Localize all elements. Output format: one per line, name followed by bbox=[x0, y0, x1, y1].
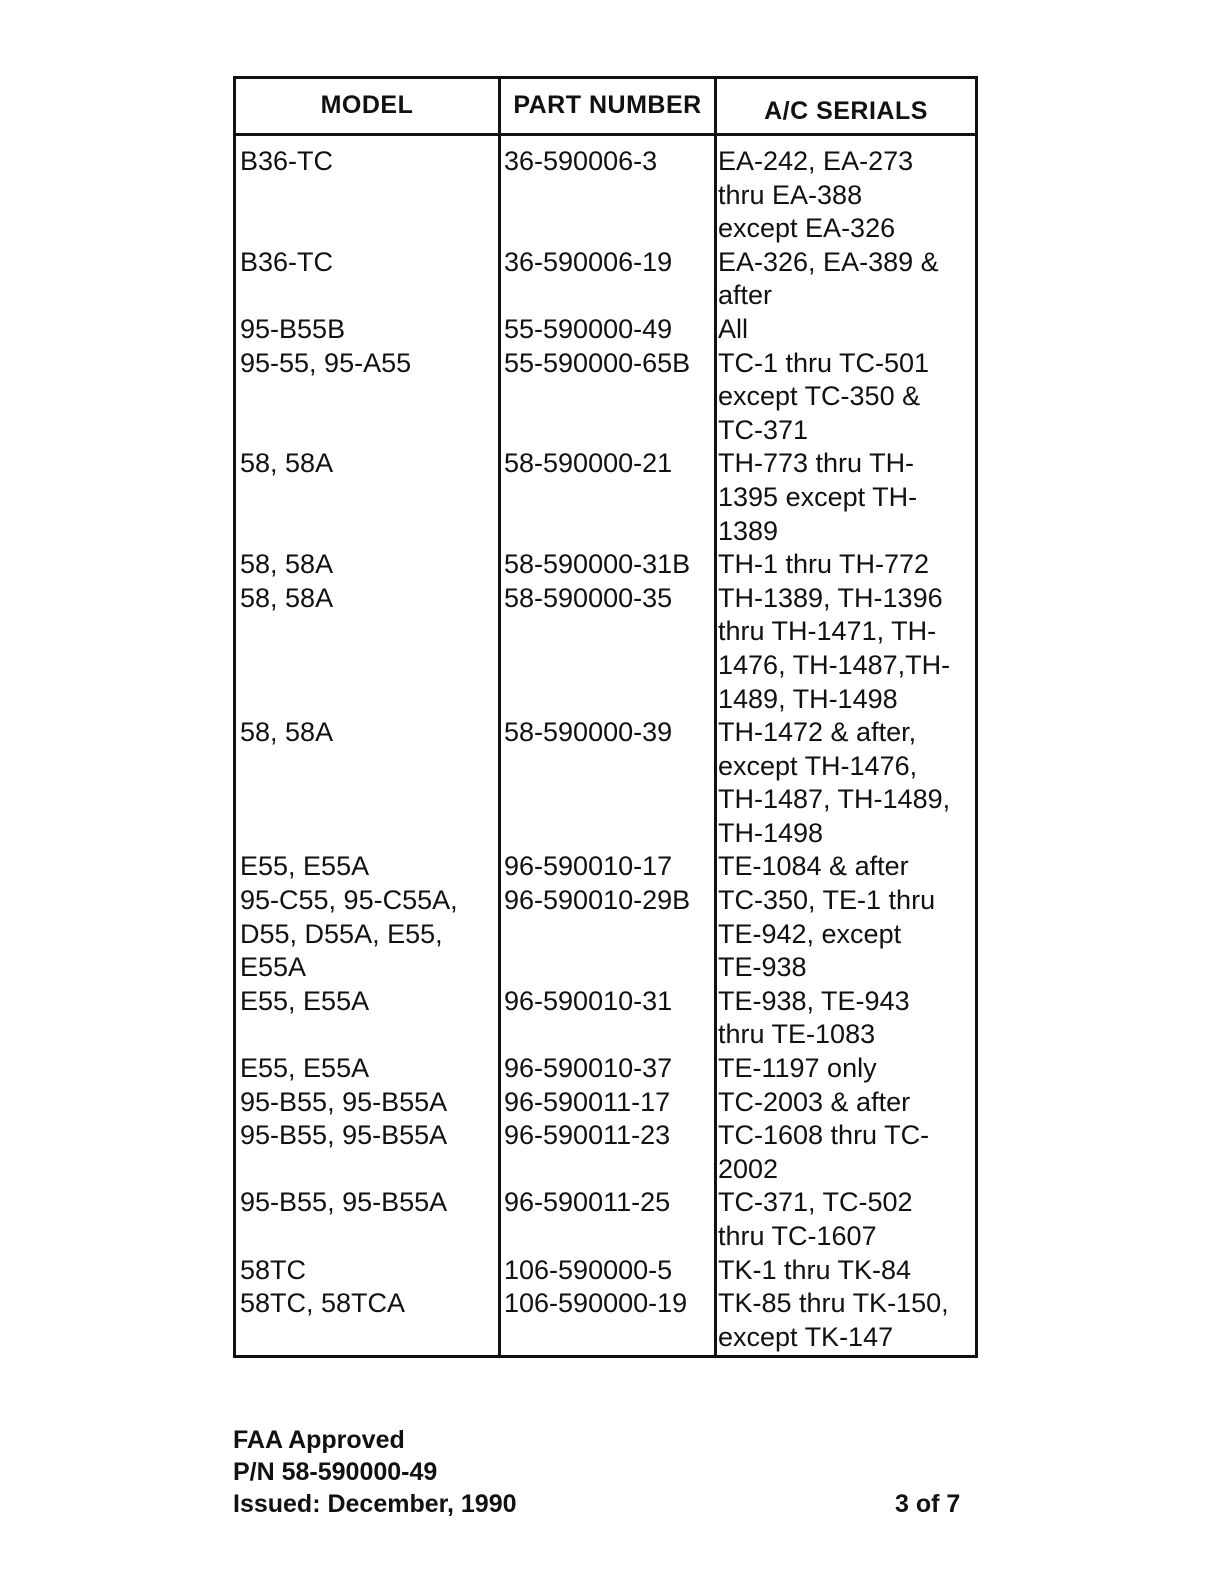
serials-cell: TH-773 thru TH- 1395 except TH- 1389 bbox=[718, 448, 918, 546]
table-body bbox=[236, 145, 975, 1354]
serials-cell: TE-1197 only bbox=[718, 1053, 877, 1084]
table-row bbox=[236, 246, 975, 313]
footer-part-number: P/N 58-590000-49 bbox=[233, 1458, 438, 1486]
serials-cell: TK-85 thru TK-150, except TK-147 bbox=[718, 1288, 949, 1352]
model-cell: 58, 58A bbox=[240, 717, 334, 748]
serials-cell: TC-1 thru TC-501 except TC-350 & TC-371 bbox=[718, 347, 930, 445]
part-number-cell: 58-590000-31B bbox=[504, 549, 691, 580]
document-footer bbox=[233, 1424, 517, 1520]
table-row bbox=[236, 716, 975, 850]
table-row bbox=[236, 850, 975, 884]
serials-cell: TE-938, TE-943 thru TE-1083 bbox=[718, 985, 910, 1050]
part-number-cell: 58-590000-21 bbox=[504, 448, 673, 479]
model-cell: 95-B55, 95-B55A bbox=[240, 1120, 448, 1151]
page-number: 3 of 7 bbox=[895, 1490, 961, 1518]
table-row bbox=[236, 1052, 975, 1086]
part-number-cell: 106-590000-19 bbox=[504, 1288, 688, 1319]
issue-date: Issued: December, 1990 bbox=[233, 1490, 517, 1518]
part-number-cell: 106-590000-5 bbox=[504, 1254, 673, 1285]
part-number-cell: 96-590011-23 bbox=[504, 1120, 671, 1151]
serials-table bbox=[233, 76, 978, 1358]
serials-cell: TH-1 thru TH-772 bbox=[718, 549, 930, 580]
part-number-cell: 96-590010-31 bbox=[504, 985, 673, 1016]
model-cell: 95-B55, 95-B55A bbox=[240, 1187, 448, 1218]
serials-cell: TH-1389, TH-1396 thru TH-1471, TH- 1476, TH-1487,TH- 1489, TH-1498 bbox=[718, 582, 951, 714]
model-cell: E55, E55A bbox=[240, 985, 370, 1016]
serials-cell: TK-1 thru TK-84 bbox=[718, 1254, 912, 1285]
table-row bbox=[236, 884, 975, 985]
model-cell: 58TC bbox=[240, 1254, 307, 1285]
model-cell: 58TC, 58TCA bbox=[240, 1288, 406, 1319]
table-row bbox=[236, 582, 975, 716]
model-cell: E55, E55A bbox=[240, 1053, 370, 1084]
table-row bbox=[236, 1287, 975, 1354]
model-cell: B36-TC bbox=[240, 246, 334, 277]
model-cell: 95-55, 95-A55 bbox=[240, 347, 412, 378]
part-number-cell: 36-590006-3 bbox=[504, 146, 658, 176]
table-row bbox=[236, 985, 975, 1052]
part-number-cell: 58-590000-35 bbox=[504, 582, 673, 613]
header-model: MODEL bbox=[320, 91, 414, 119]
serials-cell: TE-1084 & after bbox=[718, 851, 909, 882]
table-row bbox=[236, 1119, 975, 1186]
header-rule bbox=[236, 133, 975, 136]
header-part-number: PART NUMBER bbox=[513, 91, 702, 119]
table-row bbox=[236, 1086, 975, 1120]
model-cell: 95-B55, 95-B55A bbox=[240, 1086, 448, 1117]
serials-cell: TC-350, TE-1 thru TE-942, except TE-938 bbox=[718, 885, 936, 983]
part-number-cell: 55-590000-65B bbox=[504, 347, 691, 378]
model-cell: 58, 58A bbox=[240, 448, 334, 479]
part-number-cell: 55-590000-49 bbox=[504, 313, 673, 344]
model-cell: 95-B55B bbox=[240, 313, 346, 344]
model-cell: 95-C55, 95-C55A, D55, D55A, E55, E55A bbox=[240, 885, 458, 983]
serials-cell: EA-242, EA-273 thru EA-388 except EA-326 bbox=[718, 146, 914, 244]
serials-cell: EA-326, EA-389 & after bbox=[718, 246, 939, 311]
table-row bbox=[236, 447, 975, 548]
part-number-cell: 58-590000-39 bbox=[504, 717, 673, 748]
serials-cell: All bbox=[718, 313, 749, 344]
model-cell: B36-TC bbox=[240, 146, 334, 176]
table-row bbox=[236, 347, 975, 448]
part-number-cell: 36-590006-19 bbox=[504, 246, 673, 277]
table-row bbox=[236, 145, 975, 246]
serials-cell: TC-1608 thru TC- 2002 bbox=[718, 1120, 930, 1184]
serials-cell: TC-2003 & after bbox=[718, 1086, 911, 1117]
model-cell: E55, E55A bbox=[240, 851, 370, 882]
table-row bbox=[236, 1254, 975, 1288]
header-ac-serials: A/C SERIALS bbox=[764, 97, 928, 125]
part-number-cell: 96-590011-25 bbox=[504, 1187, 671, 1218]
part-number-cell: 96-590010-37 bbox=[504, 1053, 673, 1084]
model-cell: 58, 58A bbox=[240, 549, 334, 580]
table-row bbox=[236, 548, 975, 582]
part-number-cell: 96-590011-17 bbox=[504, 1086, 671, 1117]
serials-cell: TH-1472 & after, except TH-1476, TH-1487, TH-1489, TH-1498 bbox=[718, 717, 951, 848]
faa-approval: FAA Approved bbox=[233, 1426, 405, 1454]
part-number-cell: 96-590010-29B bbox=[504, 885, 691, 916]
table-row bbox=[236, 1186, 975, 1253]
part-number-cell: 96-590010-17 bbox=[504, 851, 673, 882]
model-cell: 58, 58A bbox=[240, 582, 334, 613]
table-row bbox=[236, 313, 975, 347]
serials-cell: TC-371, TC-502 thru TC-1607 bbox=[718, 1187, 913, 1251]
